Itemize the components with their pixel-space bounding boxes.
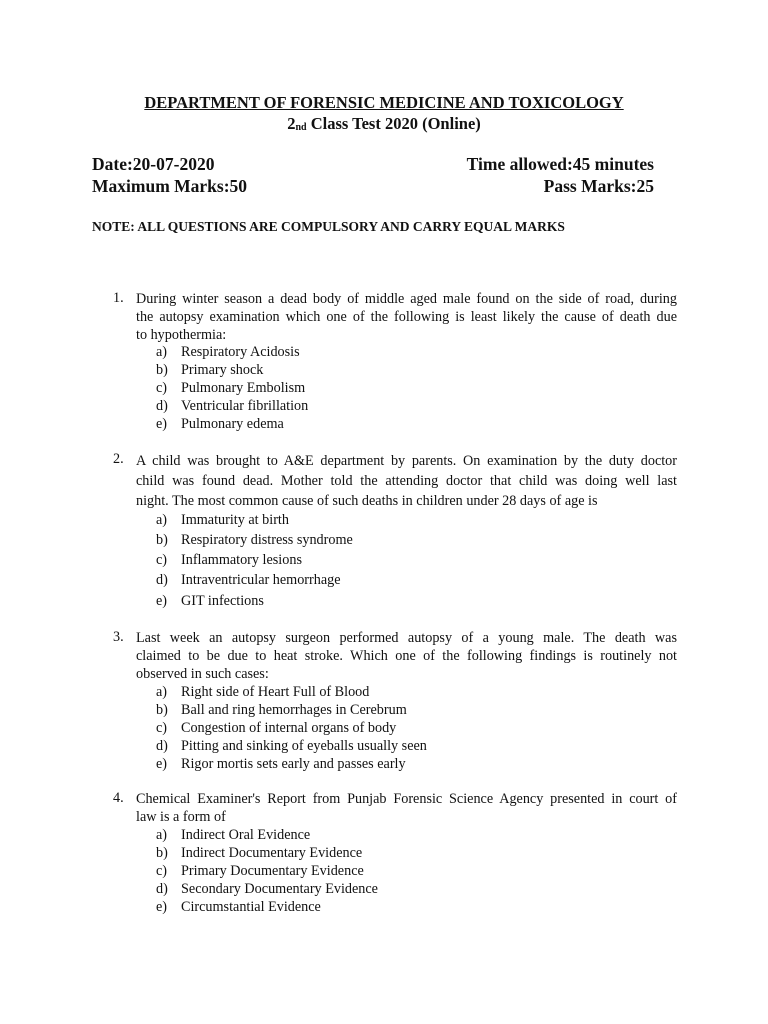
- option-label: e): [156, 593, 168, 609]
- stem-line: night. The most common cause of such deaths in children under 28 days of age is: [136, 493, 598, 509]
- option-label: d): [156, 398, 168, 414]
- option-text: GIT infections: [181, 593, 264, 609]
- option-text: Intraventricular hemorrhage: [181, 572, 341, 588]
- option-text: Pulmonary Embolism: [181, 380, 306, 396]
- option-text: Pulmonary edema: [181, 416, 284, 432]
- stem-line: to hypothermia:: [136, 327, 227, 343]
- maximum-marks: Maximum Marks:50: [92, 176, 248, 196]
- option-text: Immaturity at birth: [181, 512, 289, 528]
- option-text: Indirect Documentary Evidence: [181, 845, 363, 861]
- option-a: [156, 683, 369, 701]
- test-subtitle: [0, 114, 768, 134]
- option-e: [156, 755, 406, 773]
- option-e: [156, 592, 264, 610]
- subtitle-text: Class Test 2020 (Online): [306, 114, 481, 133]
- option-d: [156, 737, 427, 755]
- stem-line: the autopsy examination which one of the following is least likely the cause of death due: [136, 309, 677, 325]
- option-label: b): [156, 532, 168, 548]
- question-stem: [136, 290, 677, 344]
- option-label: d): [156, 572, 168, 588]
- stem-line: Chemical Examiner's Report from Punjab Forensic Science Agency presented in court of: [136, 791, 677, 807]
- subtitle-ordinal: nd: [295, 122, 307, 133]
- option-text: Respiratory distress syndrome: [181, 532, 353, 548]
- option-label: c): [156, 720, 168, 736]
- option-a: [156, 511, 289, 529]
- question-stem: [136, 629, 677, 683]
- option-text: Congestion of internal organs of body: [181, 720, 397, 736]
- option-label: d): [156, 881, 168, 897]
- option-c: [156, 551, 302, 569]
- question-number: 2.: [113, 451, 124, 467]
- option-label: b): [156, 702, 168, 718]
- question-stem: [136, 451, 677, 511]
- option-label: a): [156, 684, 168, 700]
- option-text: Secondary Documentary Evidence: [181, 881, 378, 897]
- option-d: [156, 397, 308, 415]
- option-label: c): [156, 380, 168, 396]
- option-e: [156, 415, 284, 433]
- option-text: Indirect Oral Evidence: [181, 827, 311, 843]
- time-allowed: Time allowed:45 minutes: [466, 154, 654, 174]
- department-title: DEPARTMENT OF FORENSIC MEDICINE AND TOXICOLOGY: [144, 93, 624, 112]
- option-text: Right side of Heart Full of Blood: [181, 684, 370, 700]
- option-text: Pitting and sinking of eyeballs usually seen: [181, 738, 427, 754]
- meta-row-date-time: [92, 154, 654, 175]
- option-text: Inflammatory lesions: [181, 552, 302, 568]
- option-text: Primary shock: [181, 362, 264, 378]
- option-label: c): [156, 863, 168, 879]
- question-stem: [136, 790, 677, 826]
- option-label: e): [156, 756, 168, 772]
- question-number: 1.: [113, 290, 124, 306]
- option-b: [156, 844, 362, 862]
- option-a: [156, 343, 300, 361]
- option-label: e): [156, 416, 168, 432]
- option-label: d): [156, 738, 168, 754]
- stem-line: claimed to be due to heat stroke. Which one of the following findings is routinely not: [136, 648, 677, 664]
- option-label: a): [156, 827, 168, 843]
- option-text: Circumstantial Evidence: [181, 899, 321, 915]
- stem-line: Last week an autopsy surgeon performed autopsy of a young male. The death was: [136, 630, 677, 646]
- option-text: Rigor mortis sets early and passes early: [181, 756, 406, 772]
- option-text: Ventricular fibrillation: [181, 398, 309, 414]
- stem-line: law is a form of: [136, 809, 226, 825]
- option-label: b): [156, 362, 168, 378]
- option-label: b): [156, 845, 168, 861]
- stem-line: observed in such cases:: [136, 666, 269, 682]
- option-a: [156, 826, 310, 844]
- option-label: c): [156, 552, 168, 568]
- option-b: [156, 701, 407, 719]
- option-d: [156, 571, 341, 589]
- question-number: 3.: [113, 629, 124, 645]
- option-label: a): [156, 344, 168, 360]
- option-b: [156, 531, 353, 549]
- option-c: [156, 379, 305, 397]
- option-c: [156, 719, 396, 737]
- option-c: [156, 862, 364, 880]
- stem-line: A child was brought to A&E department by parents. On examination by the duty doctor: [136, 453, 677, 469]
- pass-marks: Pass Marks:25: [543, 176, 654, 196]
- option-text: Primary Documentary Evidence: [181, 863, 364, 879]
- option-d: [156, 880, 378, 898]
- option-b: [156, 361, 263, 379]
- option-e: [156, 898, 321, 916]
- stem-line: During winter season a dead body of middle aged male found on the side of road, during: [136, 291, 677, 307]
- stem-line: child was found dead. Mother told the attending doctor that child was doing well last: [136, 473, 677, 489]
- meta-row-marks: [92, 176, 654, 197]
- option-label: e): [156, 899, 168, 915]
- subtitle-number: 2: [287, 114, 296, 133]
- option-label: a): [156, 512, 168, 528]
- option-text: Respiratory Acidosis: [181, 344, 300, 360]
- instructions-note: NOTE: ALL QUESTIONS ARE COMPULSORY AND CARRY EQUAL MARKS: [92, 219, 565, 234]
- question-number: 4.: [113, 790, 124, 806]
- exam-date: Date:20-07-2020: [92, 154, 215, 174]
- option-text: Ball and ring hemorrhages in Cerebrum: [181, 702, 407, 718]
